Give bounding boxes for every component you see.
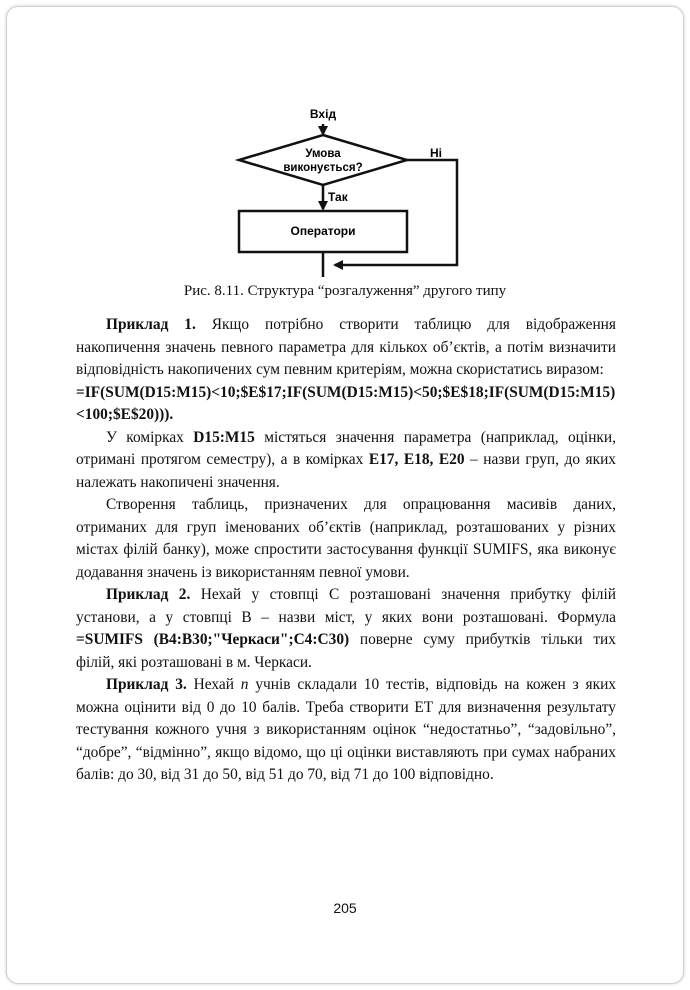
cells-paragraph [76, 427, 616, 495]
example-2-lead: Приклад 2. [106, 586, 191, 603]
condition-label-line2: виконується? [283, 162, 363, 174]
figure-caption: Рис. 8.11. Структура “розгалуження” другого типу [183, 283, 507, 299]
cells-targets: E17, E18, E20 [368, 451, 465, 468]
example-2-text-1: Нехай у стовпці С розташовані значення прибутку філій установи, а у стовпці В – назви міст, у яких вони розташовані. Формула [76, 586, 616, 626]
example-2-formula: =SUMIFS (B4:B30;"Черкаси";C4:C30) [76, 631, 350, 648]
example-1-text: Якщо потрібно створити таблицю для відображення накопичення значень певного параметра для кількох об’єктів, а потім визначити відповідність накопичених сум певним критеріям, можна скористатись виразом: [76, 316, 616, 378]
yes-branch-label: Так [328, 190, 348, 204]
cells-text-2: містяться значення параметра (наприклад, оцінки, отримані протягом семестру), а в комірках [76, 428, 616, 468]
example-2-text-2: поверне суму прибутків тільки тих філій, які розташовані в м. Черкаси. [76, 631, 616, 671]
example-1-formula: =IF(SUM(D15:M15)<10;$E$17;IF(SUM(D15:M15)<50;$E$18;IF(SUM(D15:M15)<100;$E$20))). [76, 383, 616, 423]
example-3-paragraph [76, 674, 616, 787]
tables-paragraph: Створення таблиць, призначених для опрацювання масивів даних, отриманих для груп іменованих об’єктів (наприклад, розташованих у різних містах філій банку), може спростити застосування функції SUMIFS, яка виконує додавання значень із використанням певної умови. [76, 496, 616, 581]
example-3-lead: Приклад 3. [106, 676, 187, 693]
flowchart-entry-label: Вхід [309, 107, 337, 121]
example-3-text-1: Нехай [186, 676, 241, 693]
flowchart-diagram [0, 0, 690, 290]
example-1-lead: Приклад 1. [106, 316, 196, 333]
condition-label-line1: Умова [305, 148, 341, 160]
example-3-variable: n [240, 676, 249, 693]
example-3-text-2: учнів складали 10 тестів, відповідь на кожен з яких можна оцінити від 0 до 10 балів. Треба створити ЕТ для визначення результату тестування кожного учня з використанням оцінок “недостатньо”, “задовільно”, “добре”, “відмінно”, якщо відомо, що ці оцінки виставляють при сумах набраних балів: до 30, від 31 до 50, від 51 до 70, від 71 до 100 відповідно. [76, 676, 617, 783]
page-number: 205 [333, 900, 357, 916]
cells-text-1: У комірках [106, 428, 194, 446]
operators-label: Оператори [290, 224, 356, 238]
condition-diamond [239, 135, 407, 185]
cells-range: D15:M15 [193, 428, 255, 446]
body-text [76, 314, 616, 787]
example-2-paragraph [76, 584, 616, 674]
cells-text-3: – назви груп, до яких належать накопичені значення. [76, 451, 617, 491]
example-1-paragraph [76, 314, 616, 382]
no-branch-label: Ні [430, 146, 442, 160]
